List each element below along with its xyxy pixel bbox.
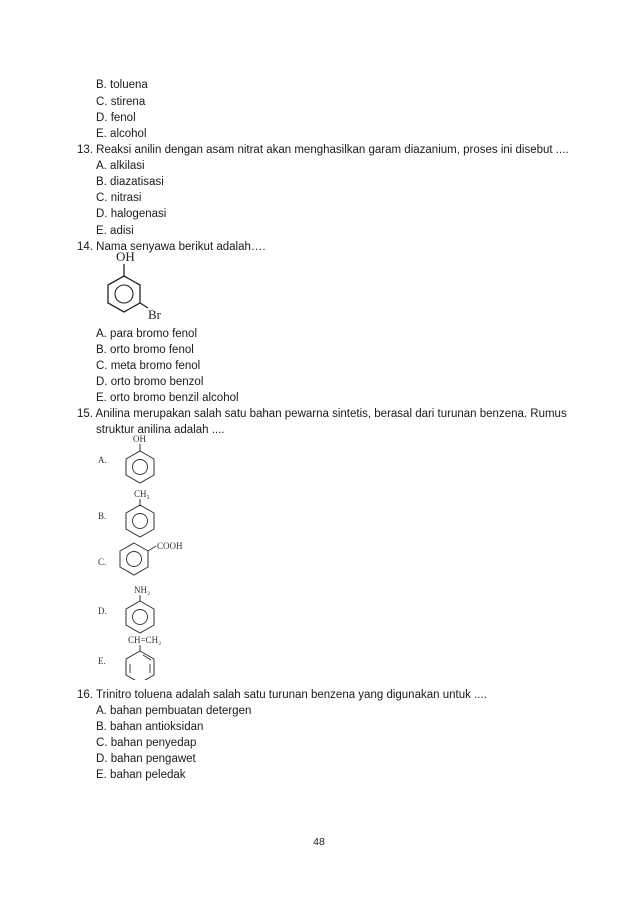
vinyl-group: CH=CH₂	[128, 635, 162, 645]
option-text: D. fenol	[96, 112, 136, 124]
question-15-text: 15. Anilina merupakan salah satu bahan pewarna sintetis, berasal dari turunan benzena. Rumus	[77, 408, 567, 420]
choice-e-label: E.	[98, 656, 106, 666]
question-14-text: 14. Nama senyawa berikut adalah….	[77, 241, 266, 253]
option-text: C. stirena	[96, 96, 146, 108]
option-text: A. bahan pembuatan detergen	[96, 705, 252, 717]
choice-a-label: A.	[98, 455, 107, 465]
choice-c-label: C.	[98, 557, 107, 567]
option-text: C. nitrasi	[96, 192, 142, 204]
option-text: A. para bromo fenol	[96, 328, 198, 340]
option-text: D. halogenasi	[96, 208, 167, 220]
br-label: Br	[148, 307, 161, 321]
choice-d-label: D.	[98, 606, 107, 616]
page-number: 48	[313, 836, 325, 848]
oh-label: OH	[116, 249, 135, 264]
option-text: E. adisi	[96, 225, 134, 237]
choice-b-label: B.	[98, 511, 107, 521]
ch3-group: CH₃	[134, 489, 150, 499]
option-text: E. orto bromo benzil alcohol	[96, 392, 239, 404]
benzene-derivatives-figure	[96, 432, 206, 680]
option-text: D. orto bromo benzol	[96, 376, 204, 388]
option-text: D. bahan pengawet	[96, 753, 196, 765]
option-text: B. diazatisasi	[96, 176, 164, 188]
option-text: B. orto bromo fenol	[96, 344, 194, 356]
question-16-text: 16. Trinitro toluena adalah salah satu turunan benzena yang digunakan untuk ....	[77, 689, 487, 701]
option-text: E. alcohol	[96, 128, 147, 140]
option-text: C. meta bromo fenol	[96, 360, 201, 372]
oh-group: OH	[133, 434, 146, 444]
question-13-text: 13. Reaksi anilin dengan asam nitrat akan menghasilkan garam diazanium, proses ini disebut ....	[77, 144, 569, 156]
bromophenol-structure	[88, 249, 168, 321]
option-text: B. bahan antioksidan	[96, 721, 204, 733]
nh2-group: NH₂	[134, 585, 151, 595]
option-text: A. alkilasi	[96, 160, 145, 172]
option-text: E. bahan peledak	[96, 769, 186, 781]
option-text: B. toluena	[96, 79, 148, 91]
cooh-group: COOH	[157, 541, 183, 551]
question-15-text-cont: struktur anilina adalah ....	[96, 424, 225, 436]
option-text: C. bahan penyedap	[96, 737, 197, 749]
